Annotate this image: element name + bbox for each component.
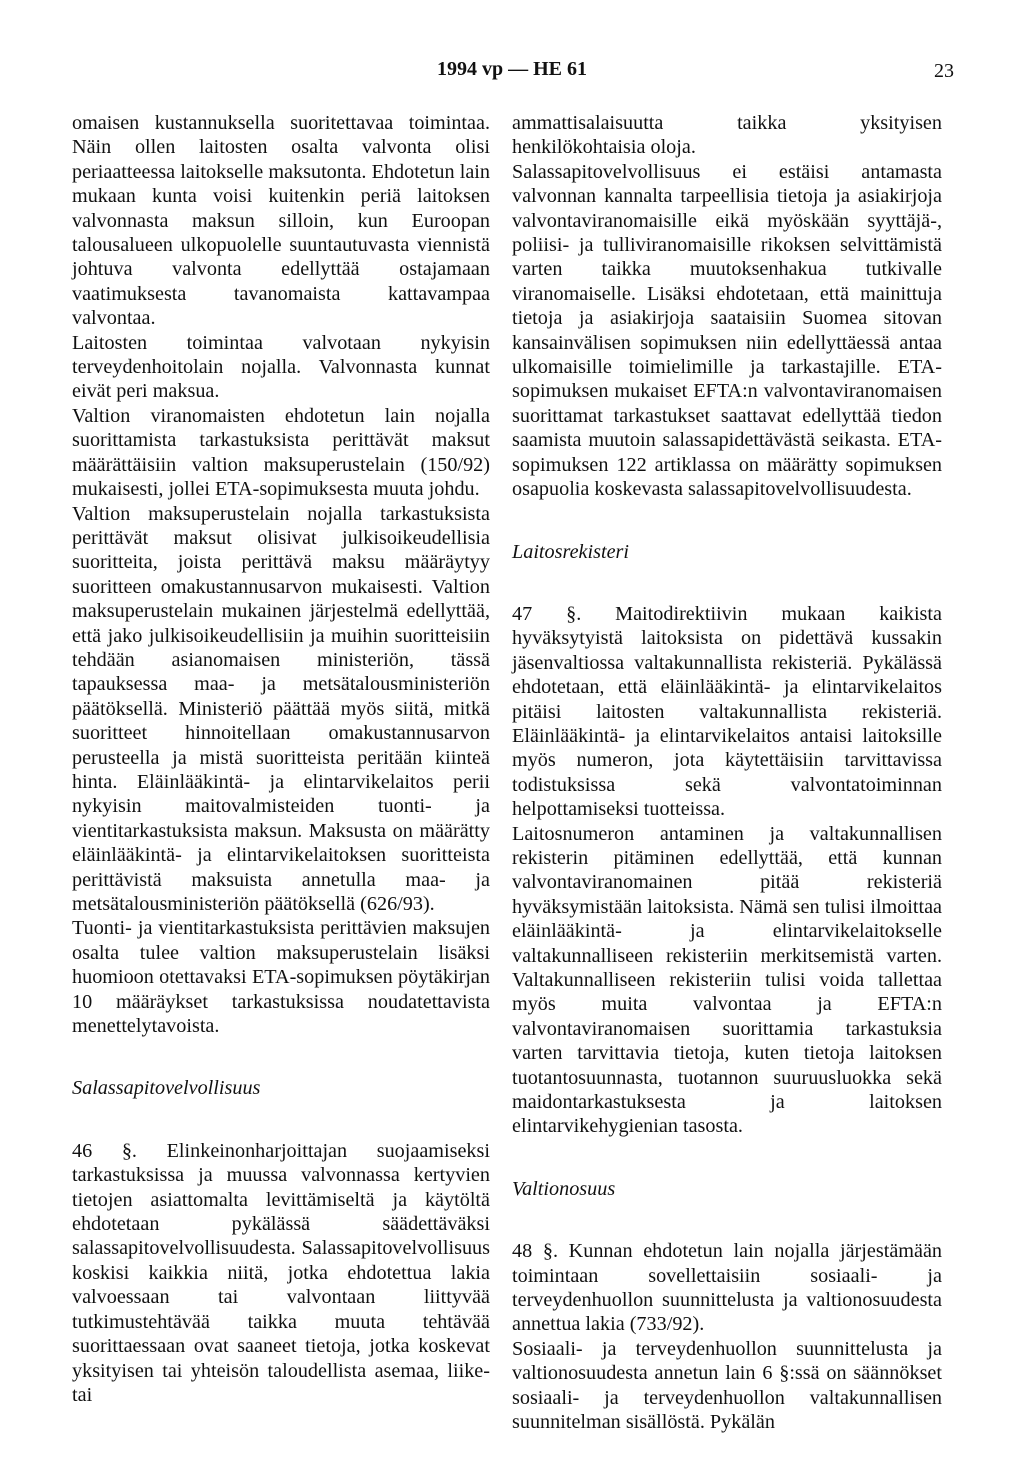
spacer [72, 1038, 490, 1076]
paragraph: omaisen kustannuksella suoritettavaa toimintaa. Näin ollen laitosten osalta valvonta olisi periaatteessa laitokselle maksutonta. Ehdotetun lain mukaan kunta voisi kuitenkin periä laitoksen valvonnasta maksun silloin, kun Euroopan talousalueen ulkopuolelle suuntautuvasta viennistä johtuva valvonta edellyttää ostajamaan vaatimuksesta tavanomaista kattavampaa valvontaa. [72, 112, 490, 330]
spacer [72, 1101, 490, 1139]
spacer [512, 502, 942, 540]
section-heading-valtionosuus: Valtionosuus [512, 1177, 616, 1200]
paragraph: Salassapitovelvollisuus ei estäisi antamasta valvonnan kannalta tarpeellisia tietoja ja asiakirjoja valvontaviranomaisille eikä myöskään syyttäjä-, poliisi- ja tulliviranomaisille rikoksen selvittämistä varten taikka muutoksenhakua tutkivalle viranomaiselle. Lisäksi ehdotetaan, että mainittuja tietoja ja asiakirjoja saataisiin Suomea sitovan kansainvälisen sopimuksen niin edellyttäessä antaa ulkomaisille toimielimille ja tarkastajille. ETA-sopimuksen mukaiset EFTA:n valvontaviranomaisen suorittamat tarkastukset saattavat edellyttää tiedon saamista muutoin salassapidettävästä seikasta. ETA-sopimuksen 122 artiklassa on määrätty sopimuksen osapuolia koskevasta salassapitovelvollisuudesta. [512, 160, 942, 501]
paragraph: 46 §. Elinkeinonharjoittajan suojaamiseksi tarkastuksissa ja muussa valvonnassa kertyvien tietojen asiattomalta levittämiseltä ja käytöltä ehdotetaan pykälässä säädettäväksi salassapitovelvollisuudesta. Salassapitovelvollisuus koskisi kaikkia niitä, jotka ehdotettua lakia valvoessaan tai valvontaan liittyvää tutkimustehtävää taikka muuta tehtävää suorittaessaan ovat saaneet tietoja, jotka koskevat yksityisen tai yhteisön taloudellista asemaa, liike- tai [72, 1139, 490, 1406]
section-heading-salassapitovelvollisuus: Salassapitovelvollisuus [72, 1077, 261, 1100]
paragraph: Sosiaali- ja terveydenhuollon suunnittelusta ja valtionosuudesta annetun lain 6 §:ssä on säännökset sosiaali- ja terveydenhuollon valtakunnallisen suunnitelman sisällöstä. Pykälän [512, 1337, 942, 1434]
section-heading-laitosrekisteri: Laitosrekisteri [512, 540, 630, 563]
running-title: 1994 vp — HE 61 [436, 58, 588, 80]
paragraph: Laitosten toimintaa valvotaan nykyisin terveydenhoitolain nojalla. Valvonnasta kunnat eivät peri maksua. [72, 331, 490, 403]
spacer [512, 1201, 942, 1239]
paragraph: Laitosnumeron antaminen ja valtakunnallisen rekisterin pitäminen edellyttää, että kunnan valvontaviranomainen pitää rekisteriä hyväksymistään laitoksista. Nämä sen tulisi ilmoittaa eläinlääkintä- ja elintarvikelaitokselle valtakunnalliseen rekisteriin merkitsemistä varten. Valtakunnalliseen rekisteriin tulisi voida tallettaa myös muita valvontaa ja EFTA:n valvontaviranomaisen suorittamia tarkastuksia varten tarvittavia tietoja, kuten tietoja laitoksen tuotantosuunnasta, tuotannon suuruusluokka sekä maidontarkastuksesta ja laitoksen elintarvikehygienian tasosta. [512, 822, 942, 1138]
paragraph: ammattisalaisuutta taikka yksityisen henkilökohtaisia oloja. [512, 112, 942, 159]
paragraph: 48 §. Kunnan ehdotetun lain nojalla järjestämään toimintaan sovellettaisiin sosiaali- ja terveydenhuollon suunnittelusta ja valtionosuudesta annettua lakia (733/92). [512, 1240, 942, 1336]
page-header [0, 58, 1024, 88]
right-column [512, 111, 942, 1435]
spacer [512, 1139, 942, 1177]
paragraph: Valtion viranomaisten ehdotetun lain nojalla suorittamista tarkastuksista perittävät maksut määrättäisiin valtion maksuperustelain (150/92) mukaisesti, jollei ETA-sopimuksesta muuta johdu. [72, 404, 490, 501]
paragraph: Tuonti- ja vientitarkastuksista perittävien maksujen osalta tulee valtion maksuperustelain lisäksi huomioon otettavaksi ETA-sopimuksen pöytäkirjan 10 määräykset tarkastuksissa noudatettavista menettelytavoista. [72, 917, 490, 1038]
page-number: 23 [934, 60, 954, 82]
paragraph: Valtion maksuperustelain nojalla tarkastuksista perittävät maksut olisivat julkisoikeudellisia suoritteita, joista perittävä maksu määräytyy suoritteen omakustannusarvon mukaisesti. Valtion maksuperustelain mukainen järjestelmä edellyttää, että jako julkisoikeudellisiin ja muihin suoritteisiin tehdään asianomaisen ministeriön, tässä tapauksessa maa- ja metsätalousministeriön päätöksellä. Ministeriö päättää myös siitä, mitkä suoritteet hinnoitellaan omakustannusarvon perusteella ja mistä suoritteista peritään kiinteä hinta. Eläinlääkintä- ja elintarvikelaitos perii nykyisin maitovalmisteiden tuonti- ja vientitarkastuksista maksun. Maksusta on määrätty eläinlääkintä- ja elintarvikelaitoksen suoritteista perittävistä maksuista annetulla maa- ja metsätalousministeriön päätöksellä (626/93). [72, 502, 490, 915]
left-column [72, 111, 490, 1407]
spacer [512, 564, 942, 602]
paragraph: 47 §. Maitodirektiivin mukaan kaikista hyväksytyistä laitoksista on pidettävä kussakin jäsenvaltiossa valtakunnallista rekisteriä. Pykälässä ehdotetaan, että eläinlääkintä- ja elintarvikelaitos pitäisi laitosten valtakunnallista rekisteriä. Eläinlääkintä- ja elintarvikelaitos antaisi laitoksille myös numeron, jota käytettäisiin tarvittavissa todistuksissa sekä valvontatoiminnan helpottamiseksi tuotteissa. [512, 602, 942, 821]
